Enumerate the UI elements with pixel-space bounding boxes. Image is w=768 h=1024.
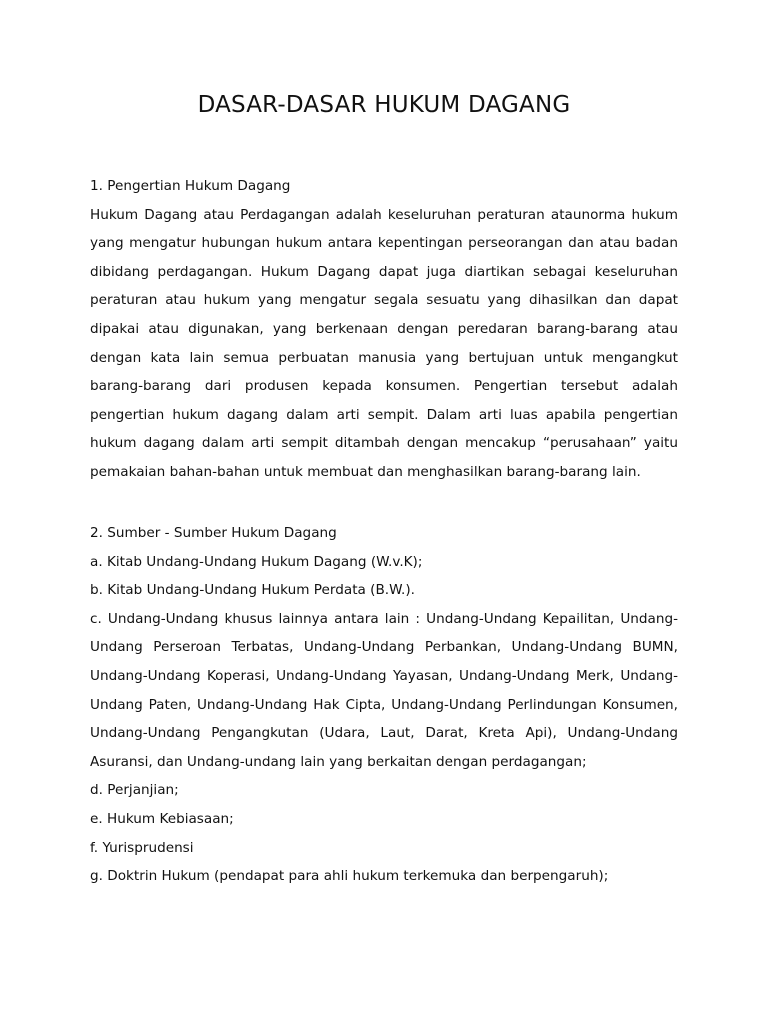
section-pengertian [90,172,678,487]
list-item: d. Perjanjian; [90,782,179,799]
section-paragraph: Hukum Dagang atau Perdagangan adalah keseluruhan peraturan ataunorma hukum yang mengatur hubungan hukum antara kepentingan perseorangan dan atau badan dibidang perdagangan. Hukum Dagang dapat juga diartikan sebagai keseluruhan peraturan atau hukum yang mengatur segala sesuatu yang dihasilkan dan dapat dipakai atau digunakan, yang berkenaan dengan peredaran barang-barang atau dengan kata lain semua perbuatan manusia yang bertujuan untuk mengangkut barang-barang dari produsen kepada konsumen. Pengertian tersebut adalah pengertian hukum dagang dalam arti sempit. Dalam arti luas apabila pengertian hukum dagang dalam arti sempit ditambah dengan mencakup “perusahaan” yaitu pemakaian bahan-bahan untuk membuat dan menghasilkan barang-barang lain. [90,206,678,480]
section-sumber [90,519,678,891]
list-item: b. Kitab Undang-Undang Hukum Perdata (B.W.). [90,582,415,599]
section-heading: 1. Pengertian Hukum Dagang [90,178,291,194]
list-item: c. Undang-Undang khusus lainnya antara lain : Undang-Undang Kepailitan, Undang-Undang Perseroan Terbatas, Undang-Undang Perbankan, Undang-Undang BUMN, Undang-Undang Koperasi, Undang-Undang Yayasan, Undang-Undang Merk, Undang-Undang Paten, Undang-Undang Hak Cipta, Undang-Undang Perlindungan Konsumen, Undang-Undang Pengangkutan (Udara, Laut, Darat, Kreta Api), Undang-Undang Asuransi, dan Undang-undang lain yang berkaitan dengan perdagangan; [90,610,678,770]
list-item: e. Hukum Kebiasaan; [90,810,234,827]
document-title: DASAR-DASAR HUKUM DAGANG [197,92,571,118]
list-item: f. Yurisprudensi [90,839,194,856]
section-heading: 2. Sumber - Sumber Hukum Dagang [90,525,337,541]
list-item: a. Kitab Undang-Undang Hukum Dagang (W.v.K); [90,553,423,570]
list-item: g. Doktrin Hukum (pendapat para ahli hukum terkemuka dan berpengaruh); [90,868,609,885]
